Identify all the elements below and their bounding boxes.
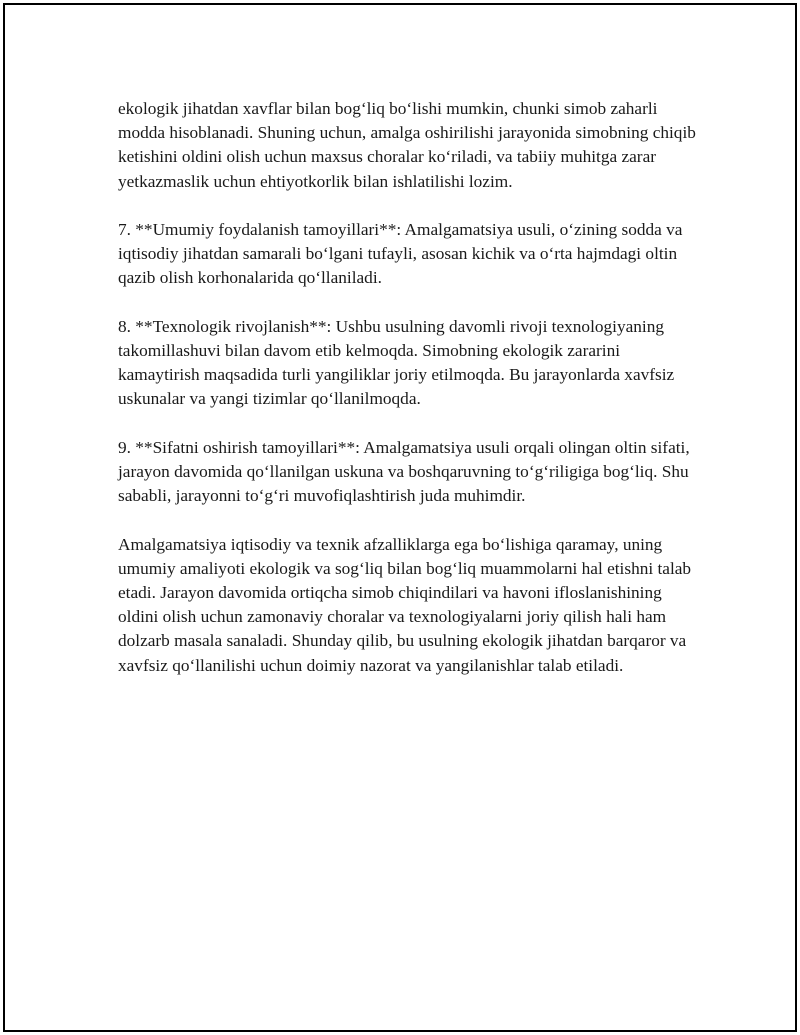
document-body (118, 97, 700, 702)
paragraph-item-8: 8. **Texnologik rivojlanish**: Ushbu usulning davomli rivoji texnologiyaning takomillashuvi bilan davom etib kelmoqda. Simobning ekologik zararini kamaytirish maqsadida turli yangiliklar joriy etilmoqda. Bu jarayonlarda xavfsiz uskunalar va yangi tizimlar qo‘llanilmoqda. (118, 316, 675, 409)
paragraph-conclusion: Amalgamatsiya iqtisodiy va texnik afzalliklarga ega bo‘lishiga qaramay, uning umumiy amaliyoti ekologik va sog‘liq bilan bog‘liq muammolarni hal etishni talab etadi. Jarayon davomida ortiqcha simob chiqindilari va havoni ifloslanishining oldini olish uchun zamonaviy choralar va texnologiyalarni joriy qilish hali ham dolzarb masala sanaladi. Shunday qilib, bu usulning ekologik jihatdan barqaror va xavfsiz qo‘llanilishi uchun doimiy nazorat va yangilanishlar talab etiladi. (118, 534, 692, 675)
page-border (3, 3, 797, 1032)
paragraph-item-7: 7. **Umumiy foydalanish tamoyillari**: Amalgamatsiya usuli, o‘zining sodda va iqtisodiy jihatdan samarali bo‘lgani tufayli, asosan kichik va o‘rta hajmdagi oltin qazib olish korhonalarida qo‘llaniladi. (118, 220, 683, 288)
paragraph-item-9: 9. **Sifatni oshirish tamoyillari**: Amalgamatsiya usuli orqali olingan oltin sifati, jarayon davomida qo‘llanilgan uskuna va boshqaruvning to‘g‘riligiga bog‘liq. Shu sababli, jarayonni to‘g‘ri muvofiqlashtirish juda muhimdir. (118, 437, 690, 506)
paragraph-continuation: ekologik jihatdan xavflar bilan bog‘liq bo‘lishi mumkin, chunki simob zaharli modda hisoblanadi. Shuning uchun, amalga oshirilishi jarayonida simobning chiqib ketishini oldini olish uchun maxsus choralar ko‘riladi, va tabiiy muhitga zarar yetkazmaslik uchun ehtiyotkorlik bilan ishlatilishi lozim. (118, 99, 696, 191)
